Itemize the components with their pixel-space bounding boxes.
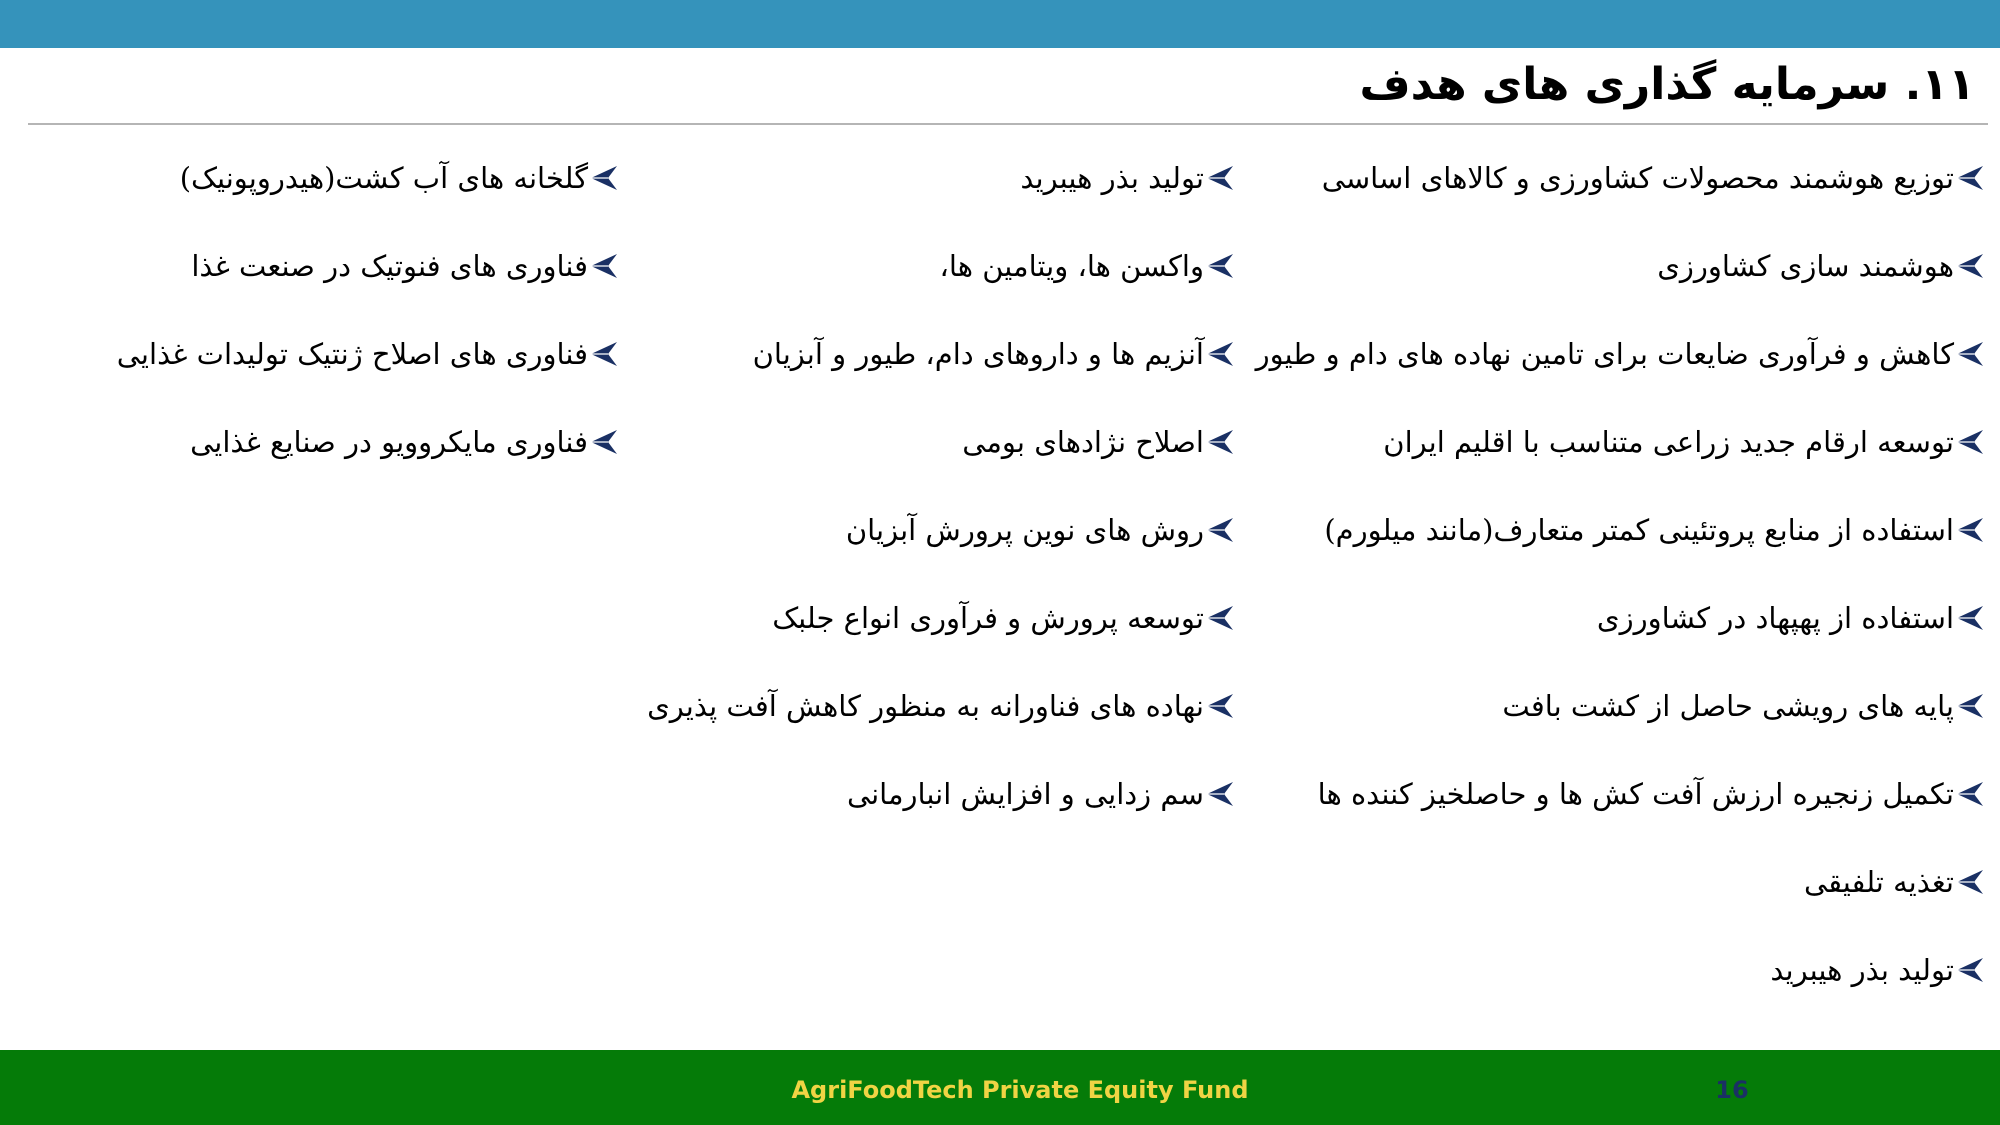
target-item-label: روش های نوین پرورش آبزیان	[845, 513, 1204, 547]
target-item	[10, 244, 620, 332]
target-item-label: واکسن ها، ویتامین ها،	[939, 249, 1204, 283]
target-item	[1266, 508, 1986, 596]
target-item	[10, 420, 620, 508]
arrow-bullet-icon	[588, 156, 620, 200]
target-item	[616, 332, 1236, 420]
target-item	[1255, 332, 1986, 420]
target-item-label: فناوری مایکروویو در صنایع غذایی	[190, 425, 588, 459]
target-item-label: استفاده از پهپهاد در کشاورزی	[1596, 601, 1954, 635]
arrow-bullet-icon	[588, 244, 620, 288]
title-divider	[28, 123, 1988, 125]
target-item	[616, 772, 1236, 860]
target-item	[1266, 244, 1986, 332]
target-item-label: فناوری های فنوتیک در صنعت غذا	[191, 249, 588, 283]
target-item-label: گلخانه های آب کشت(هیدروپونیک)	[179, 161, 588, 195]
arrow-bullet-icon	[1954, 508, 1986, 552]
target-item-label: پایه های رویشی حاصل از کشت بافت	[1502, 689, 1954, 723]
target-item-label: هوشمند سازی کشاورزی	[1657, 249, 1954, 283]
top-band	[0, 0, 2000, 48]
footer-fund-name: AgriFoodTech Private Equity Fund	[791, 1076, 1249, 1104]
target-item-label: سم زدایی و افزایش انبارمانی	[846, 777, 1204, 811]
arrow-bullet-icon	[1954, 420, 1986, 464]
target-item	[1266, 156, 1986, 244]
arrow-bullet-icon	[588, 332, 620, 376]
slide-title: ۱۱. سرمایه گذاری های هدف	[1359, 59, 1975, 110]
target-item-label: تولید بذر هیبرید	[1020, 161, 1204, 195]
arrow-bullet-icon	[1954, 684, 1986, 728]
target-item	[616, 244, 1236, 332]
target-item	[1266, 596, 1986, 684]
arrow-bullet-icon	[1954, 772, 1986, 816]
page-number: 16	[1715, 1076, 1749, 1104]
arrow-bullet-icon	[1204, 596, 1236, 640]
target-item	[616, 156, 1236, 244]
target-item-label: تغذیه تلفیقی	[1803, 865, 1954, 899]
arrow-bullet-icon	[1204, 420, 1236, 464]
arrow-bullet-icon	[1954, 860, 1986, 904]
arrow-bullet-icon	[1954, 596, 1986, 640]
target-item-label: آنزیم ها و داروهای دام، طیور و آبزیان	[752, 337, 1204, 371]
target-item-label: اصلاح نژادهای بومی	[962, 425, 1204, 459]
arrow-bullet-icon	[1204, 156, 1236, 200]
arrow-bullet-icon	[1204, 772, 1236, 816]
target-item-label: کاهش و فرآوری ضایعات برای تامین نهاده های دام و طیور	[1255, 337, 1954, 371]
targets-column-1	[1255, 156, 1986, 1036]
targets-column-2	[616, 156, 1236, 860]
target-item-label: توسعه پرورش و فرآوری انواع جلبک	[772, 601, 1204, 635]
arrow-bullet-icon	[1204, 684, 1236, 728]
target-item-label: نهاده های فناورانه به منظور کاهش آفت پذیری	[647, 689, 1204, 723]
target-item	[616, 684, 1236, 772]
target-item	[1266, 684, 1986, 772]
arrow-bullet-icon	[1954, 948, 1986, 992]
arrow-bullet-icon	[588, 420, 620, 464]
target-item	[10, 156, 620, 244]
target-item-label: تولید بذر هیبرید	[1770, 953, 1954, 987]
arrow-bullet-icon	[1204, 244, 1236, 288]
target-item	[1266, 860, 1986, 948]
target-item-label: توسعه ارقام جدید زراعی متناسب با اقلیم ایران	[1383, 425, 1954, 459]
target-item	[1266, 420, 1986, 508]
target-item	[10, 332, 620, 420]
target-item	[1266, 772, 1986, 860]
arrow-bullet-icon	[1204, 508, 1236, 552]
arrow-bullet-icon	[1954, 156, 1986, 200]
target-item	[616, 508, 1236, 596]
target-item-label: توزیع هوشمند محصولات کشاورزی و کالاهای اساسی	[1321, 161, 1954, 195]
arrow-bullet-icon	[1954, 244, 1986, 288]
targets-column-3	[10, 156, 620, 508]
target-item-label: استفاده از منابع پروتئینی کمتر متعارف(مانند میلورم)	[1324, 513, 1954, 547]
target-item	[616, 420, 1236, 508]
arrow-bullet-icon	[1954, 332, 1986, 376]
target-item-label: تکمیل زنجیره ارزش آفت کش ها و حاصلخیز کننده ها	[1317, 777, 1954, 811]
target-item	[1266, 948, 1986, 1036]
target-item-label: فناوری های اصلاح ژنتیک تولیدات غذایی	[116, 337, 588, 371]
arrow-bullet-icon	[1204, 332, 1236, 376]
target-item	[616, 596, 1236, 684]
